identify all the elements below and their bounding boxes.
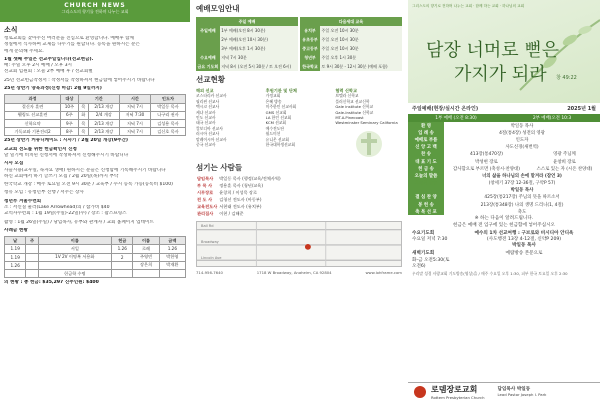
table-cell: 유초등부 bbox=[300, 35, 320, 44]
table-cell: 8주 bbox=[61, 128, 79, 136]
list-item: 가정교회 bbox=[265, 93, 281, 99]
news-paragraph: 청유 모임 : 유청년부 진행 / 서주는 장사 bbox=[4, 190, 84, 196]
table-cell: 스스로 있는 자 (시온 찬양대) bbox=[536, 166, 593, 172]
lead-pastor: 담임목사 박일동 bbox=[497, 387, 531, 392]
dawn-prayer-service bbox=[412, 251, 596, 270]
table-cell: 헌 금 송 bbox=[408, 165, 444, 172]
table-cell: 중고등부 bbox=[300, 44, 320, 53]
table-cell: 서일 bbox=[38, 245, 111, 253]
notice-line: 헌금은 예배 전 입구에 있는 헌금함에 넣어주십시오 bbox=[453, 222, 555, 228]
table-header: 시간 bbox=[119, 95, 150, 103]
mission-list bbox=[196, 88, 402, 159]
service-title: 수요기도회 bbox=[412, 230, 435, 236]
table-cell bbox=[5, 269, 26, 277]
table-row bbox=[5, 245, 186, 253]
table-header: 과정 bbox=[5, 95, 61, 103]
table-cell bbox=[26, 253, 38, 261]
list-item: Gale-Institute 신학교 bbox=[335, 109, 374, 115]
table-cell: 목 bbox=[78, 103, 88, 111]
worship-schedule-table bbox=[196, 17, 298, 71]
table-row bbox=[300, 26, 402, 35]
table-cell: 윤창희 장로 bbox=[553, 159, 576, 165]
map-roads-graphic bbox=[197, 222, 401, 266]
table-cell bbox=[196, 44, 220, 53]
table-cell: 박일동 목사 bbox=[510, 188, 534, 194]
table-cell: 웰링도 선교훈련 bbox=[5, 111, 61, 119]
table-cell: 1부 예배(오전 8시 30분) bbox=[220, 26, 298, 35]
service-title: 새벽기도회 bbox=[412, 251, 435, 257]
table-row bbox=[196, 26, 298, 35]
table-row bbox=[408, 180, 600, 187]
table-row bbox=[300, 62, 402, 71]
table-cell: 2/13 개강 bbox=[88, 119, 119, 127]
table-cell: 찬 송 bbox=[408, 151, 444, 158]
news-panel bbox=[0, 0, 190, 400]
column-title: 협력 신학교 bbox=[335, 88, 358, 93]
table-cell: 저녁 7시 30분 bbox=[220, 53, 298, 62]
table-cell: (창세기 37장 12-36절, 구약P 57) bbox=[488, 181, 556, 187]
table-cell: 사도신경(새번역) bbox=[505, 145, 539, 151]
table-cell: 10주 bbox=[61, 103, 79, 111]
list-item: 태국 선교사 bbox=[196, 120, 216, 126]
cross-icon bbox=[354, 129, 384, 159]
table-cell: 저녁 7시 bbox=[119, 119, 150, 127]
phone-text: 714-956-7640 bbox=[196, 269, 223, 275]
table-cell bbox=[112, 261, 133, 269]
map-label: Broadway bbox=[201, 239, 219, 244]
table-cell: 2/13 개강 bbox=[88, 103, 119, 111]
list-item: 멕시코 선교사 bbox=[196, 104, 220, 110]
service-tab: 1부 예배 (오전 8:30) bbox=[435, 116, 477, 121]
table-cell: 신 앙 고 백 bbox=[408, 144, 444, 151]
news-paragraph: 배: 주일 오후 2시 예배 / 오후 3시 bbox=[4, 63, 72, 69]
table-cell: 425장(통217장) 주님의 뜻을 따르소서 bbox=[484, 195, 560, 201]
offering-table-title: 사례금 현황 bbox=[4, 227, 28, 233]
table-cell: 이현 / 김해준 bbox=[219, 211, 244, 217]
table-row bbox=[300, 53, 402, 62]
list-item: 러시아 선교사 bbox=[196, 131, 220, 137]
mission-section-title: 선교현황 bbox=[196, 75, 225, 84]
table-cell: 청년부 bbox=[300, 53, 320, 62]
table-cell: 예배로 부름 bbox=[408, 136, 444, 143]
news-banner bbox=[0, 0, 190, 22]
news-item-title: 1월 셋째 주일은 선교주일입니다(선교현금). bbox=[4, 56, 94, 62]
news-item-title: 시사 모집 bbox=[4, 161, 24, 167]
table-cell: 저녁 7시 bbox=[119, 128, 150, 136]
table-row bbox=[408, 144, 600, 151]
website-text: www.lohframe.com bbox=[365, 269, 402, 275]
table-cell: 시무장로 bbox=[197, 190, 214, 196]
table-cell: 기독교와 기본진리2 bbox=[5, 128, 61, 136]
address-text: 1718 W Broadway, Anaheim, CA 92804 bbox=[256, 269, 332, 275]
news-paragraph: 에게 문의해 주세요. bbox=[4, 48, 44, 54]
sermon-reference: (사도행전 13장 4-12절, 신약P 209) bbox=[486, 237, 562, 243]
table-cell: 1.26 bbox=[5, 261, 26, 269]
table-cell bbox=[26, 245, 38, 253]
table-row bbox=[196, 44, 298, 53]
list-item: LA 한인 선교회 bbox=[265, 115, 292, 121]
table-cell bbox=[38, 261, 111, 269]
order-date: 2025년 1월 bbox=[567, 106, 596, 112]
news-item-title: 교교회 전도를 위한 헌금확인서 신청 bbox=[4, 146, 77, 152]
table-cell: 김신호 목사 bbox=[150, 128, 185, 136]
list-item: 미주한인 선교사회 bbox=[265, 104, 297, 110]
table-cell: 인도자 bbox=[515, 137, 529, 143]
table-cell: 한국학교 bbox=[300, 62, 320, 71]
table-cell bbox=[408, 187, 444, 194]
table-cell: 나구리 권사 bbox=[150, 111, 185, 119]
church-name: 로뎀장로교회 bbox=[431, 384, 478, 394]
news-paragraph: 사들시용(교우일, 독자요 생애) 원하시는 분들은 신청함에 기록해주시기 바랍니다 bbox=[4, 167, 166, 173]
news-paragraph: 한국학교 개강 : 매주 토요일 오전 9시 30분 / 교육부 / 수시 등록 가능(등록비 $100) bbox=[4, 182, 173, 188]
list-item bbox=[196, 197, 282, 204]
table-cell: 너의 삶을 하나님의 손에 맡겨라 (잠언 3) bbox=[482, 173, 562, 179]
list-item: 인도 선교사 bbox=[196, 115, 216, 121]
list-item: 브엘라 신학교 bbox=[335, 93, 359, 99]
offering-table bbox=[4, 236, 186, 278]
list-item: 코스타리카 선교사 bbox=[196, 93, 227, 99]
table-cell: 주일 오전 10시 30분 bbox=[320, 35, 402, 44]
news-paragraph: 촬영 : 1월 26일(주일) / 당임목사, 유부와 관계자 / 교회 홈페이지 업데이트 bbox=[4, 219, 154, 225]
table-cell: 주일예배 bbox=[196, 26, 220, 35]
church-logo-footer bbox=[408, 382, 600, 400]
list-item bbox=[196, 204, 282, 211]
service-time: 수요일 저녁 7:30 bbox=[412, 237, 448, 243]
mission-column bbox=[196, 88, 263, 159]
table-row bbox=[408, 158, 600, 165]
table-cell: 목 bbox=[78, 128, 88, 136]
table-header: 기간 bbox=[78, 95, 119, 103]
table-cell: 전 도 사 bbox=[197, 197, 213, 203]
contact-footer bbox=[196, 270, 402, 275]
cover-title-line1: 담장 너머로 뻗은 bbox=[426, 40, 560, 61]
table-cell: 환 영 bbox=[408, 122, 444, 129]
list-item: Gale institute 신학교 bbox=[335, 104, 374, 110]
list-item: 말레이시아 선교사 bbox=[196, 136, 227, 142]
news-paragraph: 25년 선교헌금작정서 : 작정서를 작성하셔서 현금함에 넣어주시기 바랍니다 bbox=[4, 77, 155, 83]
order-of-worship-table bbox=[408, 122, 600, 215]
map-label: Lincoln Ave bbox=[201, 255, 222, 260]
table-cell: 관리집사 bbox=[197, 211, 214, 217]
church-logo-icon bbox=[414, 386, 426, 398]
list-item: 캄보디아 선교사 bbox=[196, 125, 223, 131]
table-cell: 2/13 개강 bbox=[88, 128, 119, 136]
table-cell: 박한영 bbox=[159, 253, 185, 261]
preacher-name: 박일동 목사 bbox=[512, 243, 536, 249]
table-row bbox=[408, 208, 600, 215]
table-cell: 영광 주님께 bbox=[553, 152, 576, 158]
table-cell: 주일 오전 10시 30분 bbox=[320, 44, 402, 53]
table-cell: 6주 bbox=[61, 111, 79, 119]
training-table-title: 25년 상반기 양육과정(신청 마감: 2월 9일까지) bbox=[4, 86, 102, 92]
table-cell: 저녁 7시 bbox=[119, 103, 150, 111]
map-label: Ball Rd bbox=[201, 223, 214, 228]
service-note: 예람방송 본문으로 bbox=[505, 251, 543, 257]
table-header: 이름 bbox=[38, 237, 111, 245]
table-cell: 대 표 기 도 bbox=[408, 158, 444, 165]
education-schedule-table bbox=[300, 17, 402, 71]
list-item: Westminster Seminary California bbox=[335, 120, 398, 126]
table-cell: 화 bbox=[78, 111, 88, 119]
column-title: 후원기관 및 단체 bbox=[265, 88, 297, 93]
table-row bbox=[408, 129, 600, 136]
banner-title: CHURCH NEWS bbox=[64, 2, 126, 9]
table-cell: 김성용 목사 bbox=[150, 119, 185, 127]
table-cell: 저녁 8시 (오전 5시 30분 / 토 오전 6시) bbox=[220, 62, 298, 71]
table-cell: 박성현 장로 bbox=[475, 159, 498, 165]
list-item: MT.A.Pinecoast bbox=[335, 115, 364, 121]
table-cell: 박일동 목사 bbox=[150, 103, 185, 111]
mission-column bbox=[335, 88, 402, 159]
list-item: 필리핀 선교사 bbox=[196, 98, 220, 104]
list-item: 한국대학생선교회 bbox=[265, 142, 296, 148]
table-cell bbox=[26, 269, 38, 277]
list-item: 중국 선교사 bbox=[196, 142, 216, 148]
table-cell: 오늘의 말씀 bbox=[408, 180, 444, 187]
cover-hero bbox=[408, 0, 600, 103]
table-cell: 413장(통470장) bbox=[470, 152, 503, 158]
table-header: 금액 bbox=[159, 237, 185, 245]
table-row bbox=[5, 261, 186, 269]
table-row bbox=[408, 136, 600, 143]
table-cell bbox=[159, 269, 185, 277]
table-cell: 9주 bbox=[61, 119, 79, 127]
table-row bbox=[196, 62, 298, 71]
table-cell: 윤창희 / 이성묵 장로 bbox=[219, 190, 258, 196]
table-cell: 저녁 7:30 bbox=[119, 111, 150, 119]
table-cell: 목 bbox=[78, 119, 88, 127]
table-cell: 서현태 전도사 (유치부) bbox=[219, 204, 262, 210]
notice-line: ※ 하는 다음이 알려드립니다. bbox=[474, 216, 534, 222]
list-item: GMS 선교회 bbox=[265, 109, 287, 115]
table-row bbox=[408, 194, 600, 201]
staff-list bbox=[196, 176, 282, 218]
table-header: 인도자 bbox=[150, 95, 185, 103]
table-cell bbox=[112, 269, 133, 277]
table-cell: 수요예배 bbox=[196, 53, 220, 62]
table-cell: 4절(통4장) 성전의 영광 bbox=[499, 130, 545, 136]
table-row bbox=[408, 201, 600, 208]
table-cell: 1.26 bbox=[112, 245, 133, 253]
table-row bbox=[408, 122, 600, 129]
list-item bbox=[196, 183, 282, 190]
table-cell: 오늘의 말씀 bbox=[408, 172, 444, 179]
table-row bbox=[300, 44, 402, 53]
table-cell: 결신자 훈련 bbox=[5, 103, 61, 111]
news-item-title: 25년 상반기 커뮤니케이드 : 시사기 / 2월 20일 개강(9주간) bbox=[4, 138, 129, 144]
table-cell: 김청선 전도사 (아동부) bbox=[219, 197, 262, 203]
table-row bbox=[196, 53, 298, 62]
table-row bbox=[5, 119, 186, 127]
table-cell: 담임목사 bbox=[197, 176, 214, 182]
table-cell: 1.19 bbox=[5, 253, 26, 261]
table-cell: 로레 bbox=[133, 245, 159, 253]
table-cell: 장은희 bbox=[133, 261, 159, 269]
table-row bbox=[5, 103, 186, 111]
table-cell: 213장(통348장) 나의 생명 드리니(1, 4절) bbox=[480, 202, 564, 208]
offering-notice bbox=[412, 216, 596, 228]
table-header: 헌금 bbox=[112, 237, 133, 245]
table-cell: 박일동 목사 bbox=[510, 123, 534, 129]
table-cell: 정용훈 목사 (청년/교육) bbox=[219, 183, 263, 189]
sermon-title: 예수의 1차 선교여행 : 구브로와 비시디아 안디옥 bbox=[474, 230, 574, 236]
table-cell: 3부 예배(오후 1시 30분) bbox=[220, 44, 298, 53]
news-paragraph: 청로교회를 찾아주신 여러분을 진심으로 환영합니다. 예배후 함께 bbox=[4, 36, 135, 41]
broadcast-note: 우리말 성경 사랑교회 기도방송(영상)을 / 매주 수요일 오후 1:30, 피부 한국 토요일 오후 2:30 bbox=[412, 271, 568, 277]
news-paragraph: 교역자수련회 : 1월 19일(주일)-22일(수) / 장소 : 팜스프링스 bbox=[4, 211, 127, 217]
scripture-reference: 창 49:22 bbox=[556, 75, 577, 81]
column-title: 해외 선교 bbox=[196, 88, 214, 93]
table-row bbox=[5, 253, 186, 261]
worship-schedule-title: 예배모임안내 bbox=[196, 4, 240, 13]
training-table bbox=[4, 94, 186, 136]
table-row bbox=[5, 111, 186, 119]
mission-column bbox=[266, 88, 333, 159]
bulletin-cover-panel bbox=[408, 0, 600, 400]
list-item: 플러신학교 선교신학 bbox=[335, 98, 370, 104]
table-header: 대상 bbox=[61, 95, 79, 103]
church-name-english: Rottem Presbyterian Church bbox=[431, 394, 485, 400]
news-paragraph: 하신 교회에서 하기 글쓰기 모집 / 2월 20일(목)까지 부탁 bbox=[4, 173, 119, 179]
table-cell bbox=[26, 261, 38, 269]
table-cell: 주일 오전 10시 30분 bbox=[320, 26, 402, 35]
list-item: 은혜 방송 bbox=[265, 98, 282, 104]
table-row bbox=[5, 269, 186, 277]
table-cell: 2/4 개강 bbox=[88, 111, 119, 119]
lead-pastor-english: Lead Pastor Joseph I. Park bbox=[497, 392, 547, 397]
news-paragraph: 정실에서 식사하며 교제를 나누기를 원합니다. 등록을 원하시는 분은 bbox=[4, 42, 140, 48]
list-item: KCM 선교회 bbox=[265, 120, 287, 126]
table-cell bbox=[196, 35, 220, 44]
worship-info-panel bbox=[192, 0, 406, 400]
table-cell: 박일동 목사 (행정/교육/전체사역) bbox=[219, 176, 281, 182]
table-cell: 유치부 bbox=[300, 26, 320, 35]
table-header: 날 bbox=[5, 237, 26, 245]
list-item: 월드미션 bbox=[265, 131, 281, 137]
news-paragraph: 소 : 서신칠 물러(Lake Arrowhead)의 / 참가비 $40 bbox=[4, 204, 110, 210]
table-cell: 신학요약 bbox=[5, 119, 61, 127]
list-item bbox=[196, 176, 282, 183]
table-header: 주 bbox=[26, 237, 38, 245]
order-of-worship-title: 주일예배(현장/실시간 온라인) bbox=[412, 106, 479, 112]
table-cell: 금요 기도회 bbox=[196, 62, 220, 71]
cover-title-line2: 가지가 되라 bbox=[454, 64, 547, 85]
table-cell: 주영빈 bbox=[133, 253, 159, 261]
table-cell: 2부 예배(오전 10시 30분) bbox=[220, 35, 298, 44]
service-tab: 2부 예배(오전 10:3 bbox=[532, 116, 572, 121]
table-row bbox=[408, 187, 600, 194]
table-cell: 교육전도사 bbox=[197, 204, 218, 210]
table-header: 다음세대 교육 bbox=[300, 17, 402, 26]
table-cell: 2 bbox=[112, 253, 133, 261]
table-cell bbox=[133, 269, 159, 277]
table-cell: 1.19 bbox=[5, 245, 26, 253]
table-cell: 결 심 찬 양 bbox=[408, 194, 444, 201]
table-header: 주일 예배 bbox=[196, 17, 298, 26]
list-item bbox=[196, 211, 282, 218]
banner-subtitle: 그리스도의 향기를 전하며 나누는 교회 bbox=[61, 9, 129, 14]
table-cell: 주일 오후 1시 30분 bbox=[320, 53, 402, 62]
wednesday-service bbox=[412, 231, 596, 250]
table-row bbox=[408, 165, 600, 172]
hero-subtitle: 그리스도의 향기로 전하며 나누는 교회 · 함께 하는 교회 · 하나님의 교회 bbox=[412, 4, 525, 8]
list-item: 예수전도단 bbox=[265, 125, 285, 131]
table-cell: 축 복 선 포 bbox=[408, 208, 444, 215]
church-location-map bbox=[196, 221, 402, 267]
news-item-title: 청년부 겨울수련회 bbox=[4, 198, 42, 204]
table-cell: 1V 2V 이명복 서용화 bbox=[38, 253, 111, 261]
table-row bbox=[408, 151, 600, 158]
table-row bbox=[5, 128, 186, 136]
list-item bbox=[196, 190, 282, 197]
table-cell: 박재환 bbox=[159, 261, 185, 269]
table-header: 이름 bbox=[133, 237, 159, 245]
table-row bbox=[300, 35, 402, 44]
table-cell: 감사함으로 부르면 (축성시·찬양대) bbox=[452, 166, 520, 172]
table-cell: 봉 헌 송 bbox=[408, 201, 444, 208]
table-cell: 축도 bbox=[517, 209, 527, 215]
table-row bbox=[196, 35, 298, 44]
table-cell: 입 례 송 bbox=[408, 129, 444, 136]
service-tabs bbox=[408, 114, 600, 122]
list-item: 유니온 선교회 bbox=[265, 136, 289, 142]
table-row bbox=[408, 172, 600, 179]
news-paragraph: 선교회 임원회 : 오늘 2부 예배 후 / 선교회별 bbox=[4, 69, 93, 75]
table-cell: 토 9시 30분 - 12시 30분 (예배 포함) bbox=[320, 62, 402, 71]
table-cell: 1.26 bbox=[159, 245, 185, 253]
table-cell: 부 목 사 bbox=[197, 183, 213, 189]
offering-summary: 의 현황 : 총 헌금: $35,297 신주인원: $400 bbox=[4, 280, 99, 286]
table-cell: 헌금학 수명 bbox=[38, 269, 111, 277]
service-time: 화-금 오전5:30(토 오전6) bbox=[412, 257, 450, 269]
news-section-title: 소식 bbox=[4, 26, 18, 34]
list-item: 케냐 선교사 bbox=[196, 109, 216, 115]
staff-section-title: 섬기는 사람들 bbox=[196, 162, 243, 172]
news-paragraph: 달 일기에 비치된 신청서에 작성하셔서 신청해주시기 바랍니다 bbox=[4, 152, 129, 158]
